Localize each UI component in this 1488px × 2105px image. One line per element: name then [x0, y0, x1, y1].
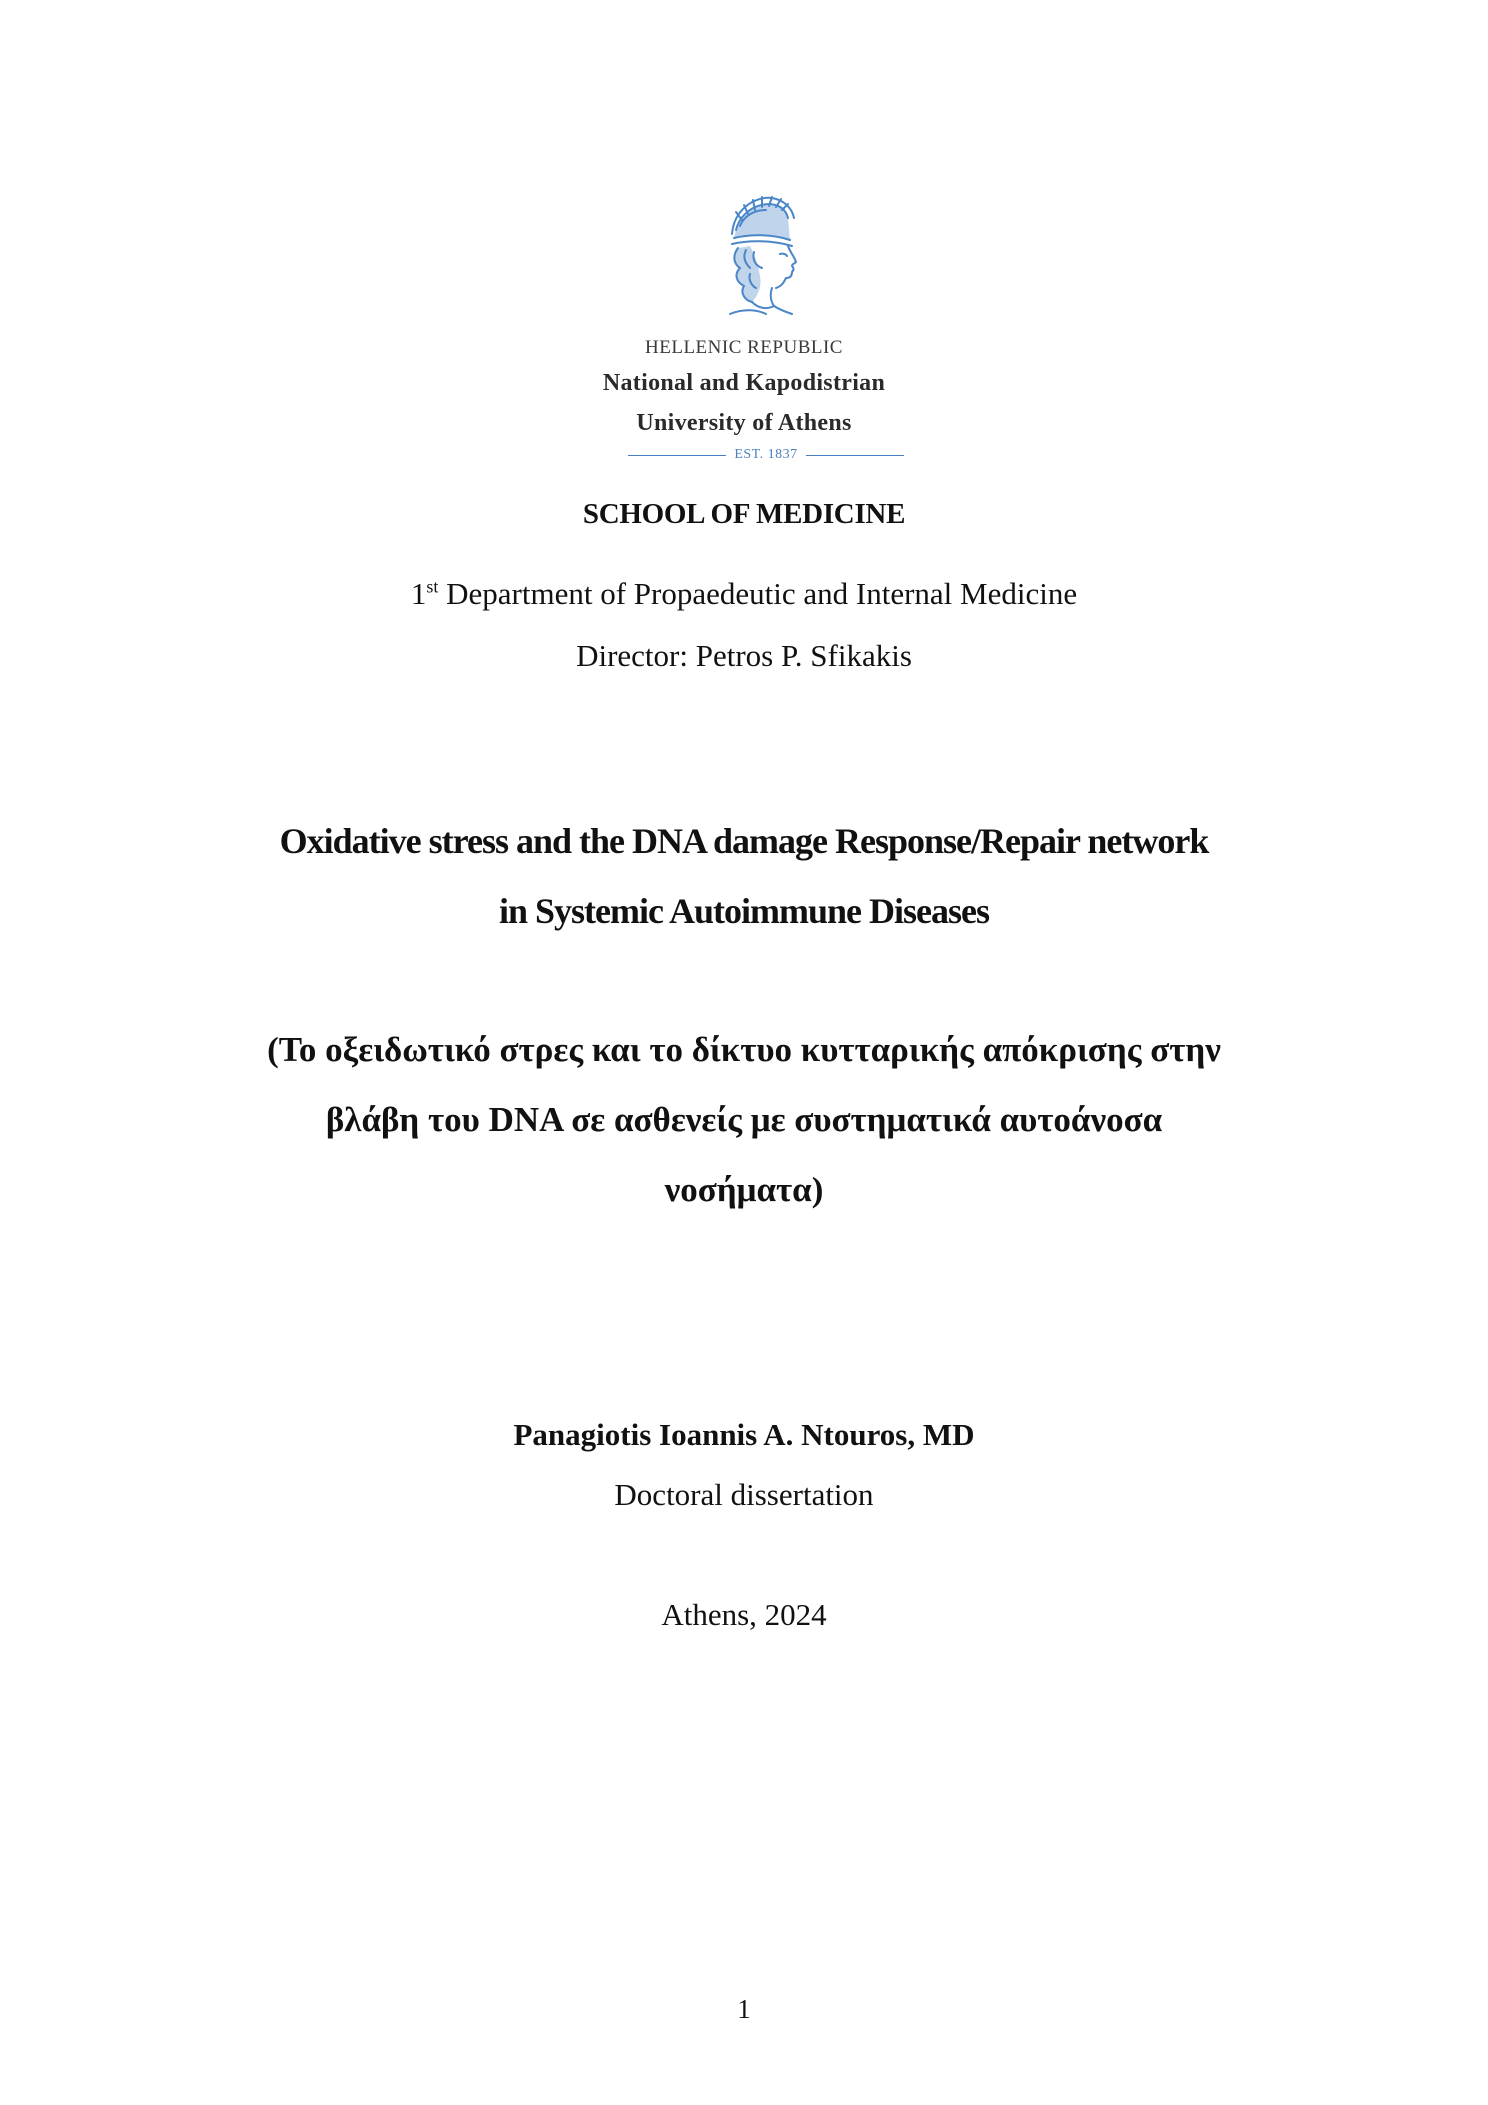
department-name-text: Department of Propaedeutic and Internal Medicine: [438, 576, 1078, 611]
author-name: Panagiotis Ioannis A. Ntouros, MD: [513, 1417, 975, 1452]
school-name: SCHOOL OF MEDICINE: [582, 498, 906, 530]
page-number: 1: [737, 1994, 751, 2024]
logo-rule-right: [806, 455, 904, 456]
greek-title-line3: νοσήματα): [664, 1170, 824, 1209]
logo-established: [628, 446, 904, 464]
logo-republic-text: HELLENIC REPUBLIC: [645, 337, 843, 358]
department-ordinal-number: 1: [410, 576, 427, 611]
place-and-date: Athens, 2024: [661, 1597, 827, 1632]
athena-head-icon: [710, 190, 802, 318]
logo-rule-left: [628, 455, 726, 456]
thesis-title-line2: in Systemic Autoimmune Diseases: [499, 891, 989, 931]
logo-established-text: EST. 1837: [734, 447, 798, 462]
logo-university-name-line1: National and Kapodistrian: [602, 370, 886, 396]
department-name: [0, 576, 1488, 612]
greek-title-line2: βλάβη του DNA σε ασθενείς με συστηματικά αυτοάνοσα: [325, 1100, 1163, 1139]
thesis-title-line1: Oxidative stress and the DNA damage Response/Repair network: [279, 821, 1209, 861]
director-line: Director: Petros P. Sfikakis: [576, 638, 912, 673]
degree-type: Doctoral dissertation: [614, 1477, 874, 1512]
department-ordinal-suffix: st: [426, 576, 439, 597]
logo-university-name-line2: University of Athens: [636, 410, 852, 436]
greek-title-line1: (Το οξειδωτικό στρες και το δίκτυο κυτταρικής απόκρισης στην: [267, 1030, 1221, 1069]
